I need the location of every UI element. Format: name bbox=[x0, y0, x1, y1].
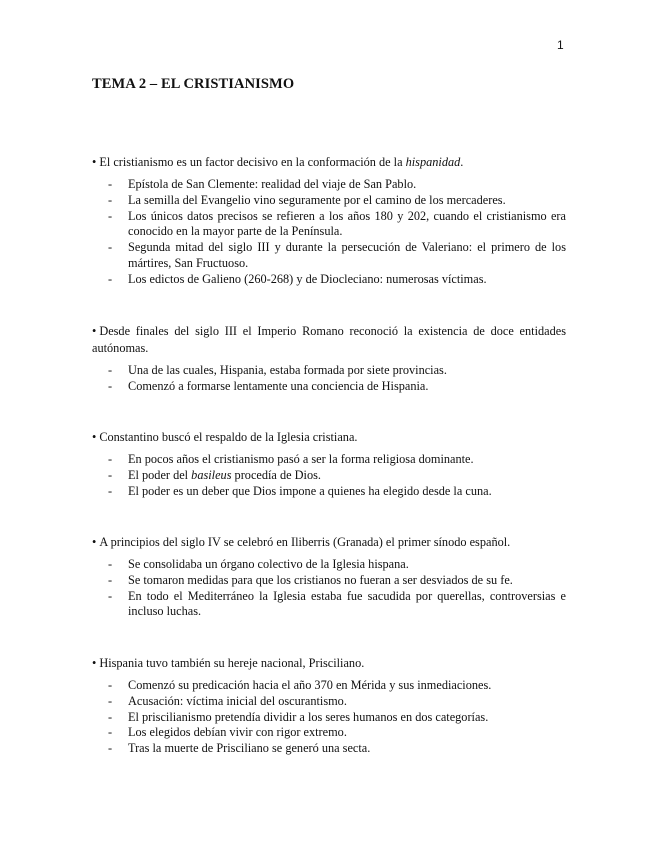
section-lead: • Desde finales del siglo III el Imperio Romano reconoció la existencia de doce entidades autónomas. bbox=[92, 324, 566, 355]
page-number: 1 bbox=[557, 38, 564, 52]
list-item: - En pocos años el cristianismo pasó a ser la forma religiosa dominante. bbox=[108, 452, 474, 466]
list-item: - Los únicos datos precisos se refieren a los años 180 y 202, cuando el cristianismo era conocido en la mayor parte de la Península. bbox=[108, 208, 566, 239]
dash-icon: - bbox=[108, 709, 113, 724]
list-item: - Una de las cuales, Hispania, estaba formada por siete provincias. bbox=[108, 363, 447, 377]
section-lead: • Constantino buscó el respaldo de la Iglesia cristiana. bbox=[92, 430, 358, 444]
dash-icon: - bbox=[108, 572, 113, 587]
bullet-icon: • bbox=[92, 656, 97, 670]
list-item: - Acusación: víctima inicial del oscurantismo. bbox=[108, 693, 347, 708]
dash-icon: - bbox=[108, 271, 113, 286]
item-list bbox=[92, 678, 566, 757]
list-item: - La semilla del Evangelio vino seguramente por el camino de los mercaderes. bbox=[108, 192, 506, 207]
dash-icon: - bbox=[108, 192, 113, 207]
item-list bbox=[92, 363, 566, 395]
bullet-icon: • bbox=[92, 324, 97, 338]
dash-icon: - bbox=[108, 467, 113, 482]
dash-icon: - bbox=[108, 363, 113, 377]
section-hispanidad bbox=[92, 154, 566, 288]
item-list bbox=[92, 557, 566, 620]
list-item: - Se tomaron medidas para que los cristianos no fueran a ser desviados de su fe. bbox=[108, 572, 513, 587]
list-item: - Epístola de San Clemente: realidad del viaje de San Pablo. bbox=[108, 177, 417, 191]
page-title: TEMA 2 – EL CRISTIANISMO bbox=[92, 76, 295, 92]
list-item: - El priscilianismo pretendía dividir a los seres humanos en dos categorías. bbox=[108, 709, 489, 724]
dash-icon: - bbox=[108, 557, 113, 571]
list-item: - El poder es un deber que Dios impone a quienes ha elegido desde la cuna. bbox=[108, 483, 492, 498]
list-item: - Segunda mitad del siglo III y durante la persecución de Valeriano: el primero de los mártires, San Fructuoso. bbox=[108, 240, 566, 270]
dash-icon: - bbox=[108, 725, 113, 740]
list-item: - En todo el Mediterráneo la Iglesia estaba fue sacudida por querellas, controversias e incluso luchas. bbox=[108, 588, 566, 619]
list-item: - Comenzó su predicación hacia el año 370 en Mérida y sus inmediaciones. bbox=[108, 678, 492, 692]
section-imperio-romano bbox=[92, 323, 566, 395]
dash-icon: - bbox=[108, 693, 113, 708]
list-item: - Tras la muerte de Prisciliano se generó una secta. bbox=[108, 741, 371, 756]
bullet-icon: • bbox=[92, 155, 97, 169]
section-prisciliano bbox=[92, 655, 566, 757]
dash-icon: - bbox=[108, 240, 113, 255]
section-lead: • El cristianismo es un factor decisivo en la conformación de la hispanidad. bbox=[92, 155, 464, 169]
dash-icon: - bbox=[108, 177, 113, 191]
section-lead: • Hispania tuvo también su hereje nacional, Prisciliano. bbox=[92, 656, 365, 670]
bullet-icon: • bbox=[92, 535, 97, 549]
dash-icon: - bbox=[108, 741, 113, 756]
dash-icon: - bbox=[108, 588, 113, 603]
list-item: - Los elegidos debían vivir con rigor extremo. bbox=[108, 725, 347, 740]
list-item: - El poder del basileus procedía de Dios. bbox=[108, 467, 321, 482]
list-item: - Comenzó a formarse lentamente una conciencia de Hispania. bbox=[108, 378, 429, 393]
section-constantino bbox=[92, 429, 566, 499]
dash-icon: - bbox=[108, 378, 113, 393]
item-list bbox=[92, 452, 566, 499]
section-iliberris bbox=[92, 534, 566, 620]
section-lead: • A principios del siglo IV se celebró en Iliberris (Granada) el primer sínodo español. bbox=[92, 535, 511, 549]
dash-icon: - bbox=[108, 483, 113, 498]
dash-icon: - bbox=[108, 452, 113, 466]
item-list bbox=[92, 177, 566, 288]
bullet-icon: • bbox=[92, 430, 97, 444]
list-item: - Los edictos de Galieno (260-268) y de Diocleciano: numerosas víctimas. bbox=[108, 271, 487, 286]
dash-icon: - bbox=[108, 208, 113, 223]
list-item: - Se consolidaba un órgano colectivo de la Iglesia hispana. bbox=[108, 557, 409, 571]
dash-icon: - bbox=[108, 678, 113, 692]
